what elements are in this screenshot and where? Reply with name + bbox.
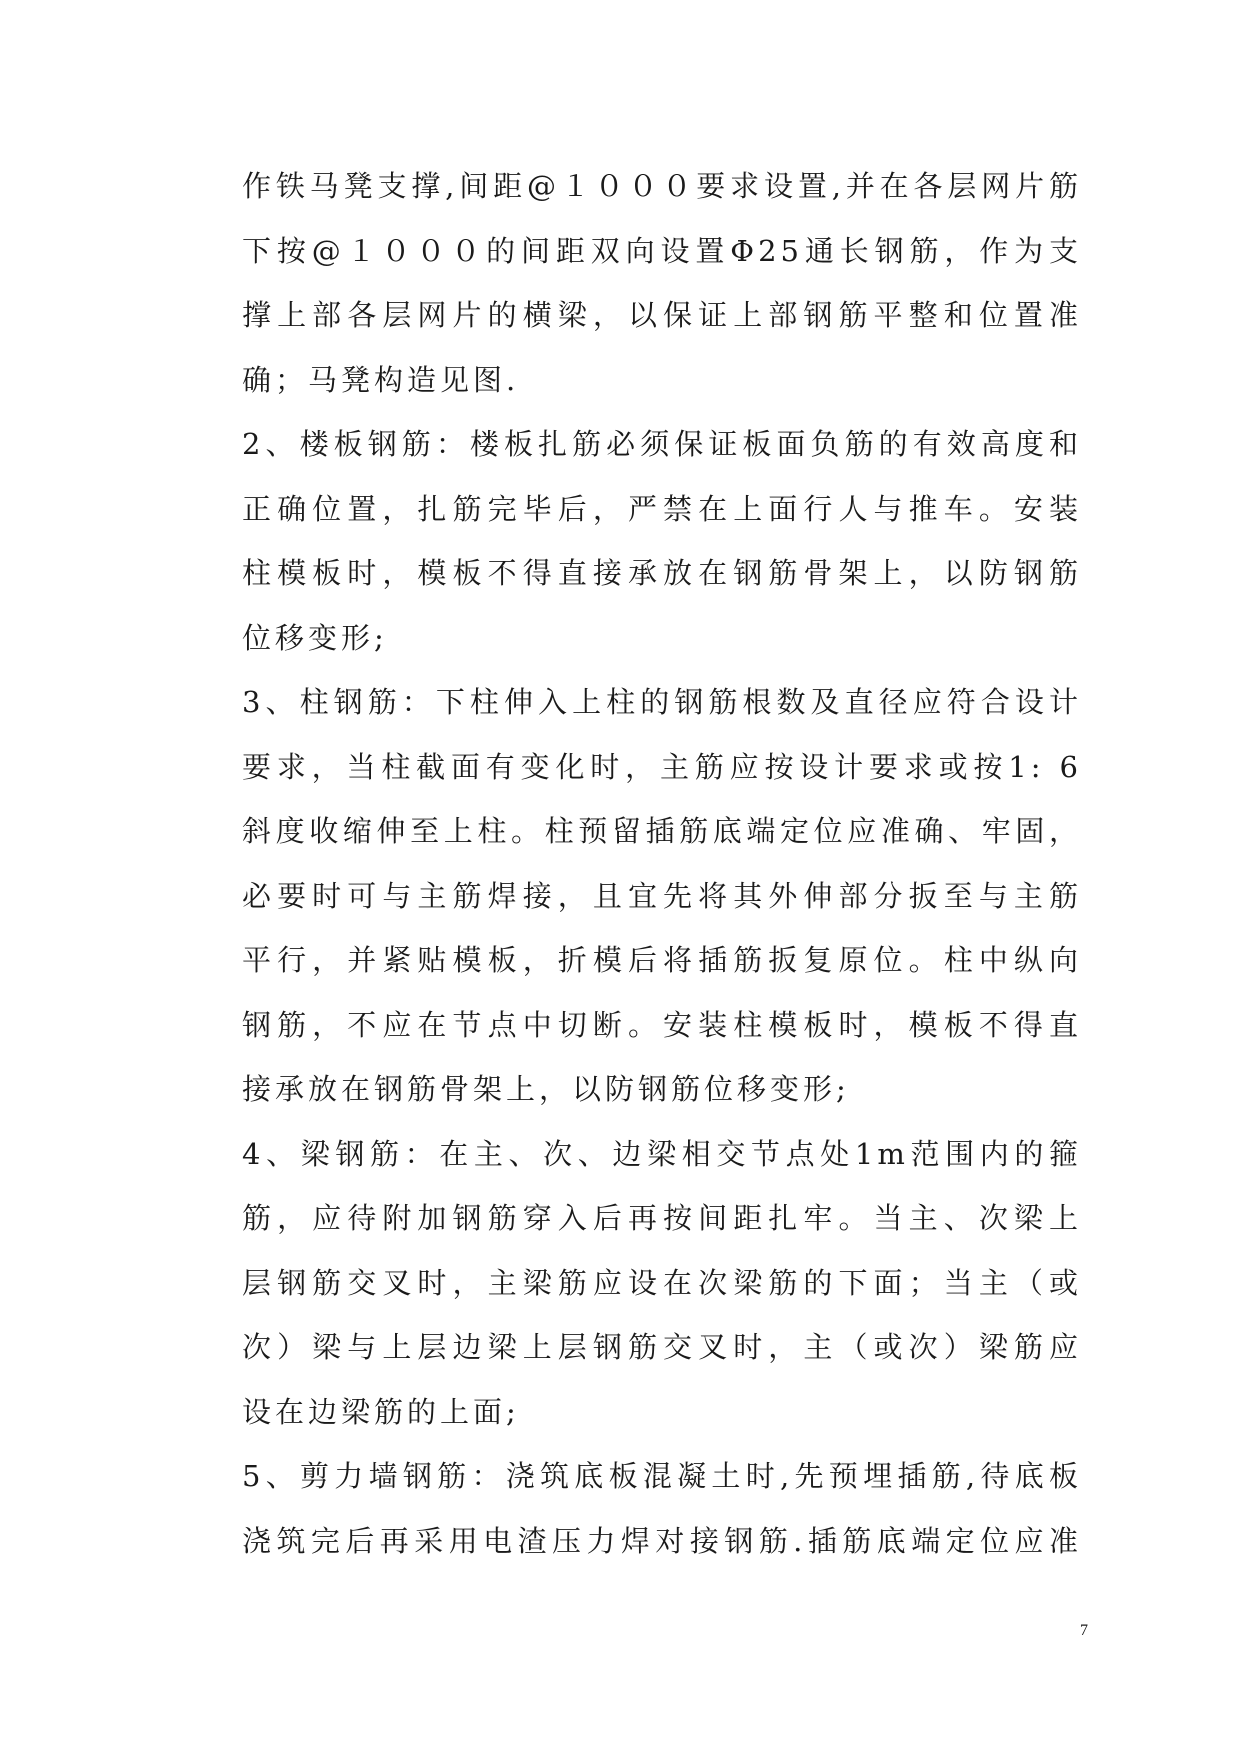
text-line: 平行，并紧贴模板，折模后将插筋扳复原位。柱中纵向 xyxy=(242,943,1082,977)
text-line: 2、楼板钢筋：楼板扎筋必须保证板面负筋的有效高度和 xyxy=(242,427,1082,461)
text-line: 筋，应待附加钢筋穿入后再按间距扎牢。当主、次梁上 xyxy=(242,1201,1082,1235)
text-line: 正确位置，扎筋完毕后，严禁在上面行人与推车。安装 xyxy=(242,491,1082,526)
text-line: 要求，当柱截面有变化时，主筋应按设计要求或按1: 6 xyxy=(242,749,1082,784)
text-line: 必要时可与主筋焊接，且宜先将其外伸部分扳至与主筋 xyxy=(242,878,1082,913)
text-line: 柱模板时，模板不得直接承放在钢筋骨架上，以防钢筋 xyxy=(242,556,1082,590)
text-line: 3、柱钢筋：下柱伸入上柱的钢筋根数及直径应符合设计 xyxy=(242,685,1082,719)
text-line: 4、梁钢筋：在主、次、边梁相交节点处1m范围内的箍 xyxy=(242,1136,1082,1171)
body-text xyxy=(242,160,1082,1579)
text-line: 钢筋，不应在节点中切断。安装柱模板时，模板不得直 xyxy=(242,1007,1082,1042)
text-line: 确；马凳构造见图. xyxy=(242,362,520,397)
text-line: 撑上部各层网片的横梁，以保证上部钢筋平整和位置准 xyxy=(242,298,1082,332)
text-line: 次）梁与上层边梁上层钢筋交叉时，主（或次）梁筋应 xyxy=(242,1330,1082,1364)
text-line: 层钢筋交叉时，主梁筋应设在次梁筋的下面；当主（或 xyxy=(242,1265,1082,1300)
text-line: 设在边梁筋的上面; xyxy=(242,1394,520,1429)
text-line: 5、剪力墙钢筋：浇筑底板混凝土时,先预埋插筋,待底板 xyxy=(242,1459,1082,1493)
page-number: 7 xyxy=(1080,1622,1088,1639)
text-line: 接承放在钢筋骨架上，以防钢筋位移变形; xyxy=(242,1072,850,1106)
text-line: 浇筑完后再采用电渣压力焊对接钢筋.插筋底端定位应准 xyxy=(242,1523,1082,1558)
text-line: 下按@１０００的间距双向设置Φ25通长钢筋，作为支 xyxy=(242,233,1082,268)
text-line: 位移变形; xyxy=(242,620,388,655)
text-line: 作铁马凳支撑,间距@１０００要求设置,并在各层网片筋 xyxy=(242,169,1082,203)
text-line: 斜度收缩伸至上柱。柱预留插筋底端定位应准确、牢固， xyxy=(242,814,1082,848)
